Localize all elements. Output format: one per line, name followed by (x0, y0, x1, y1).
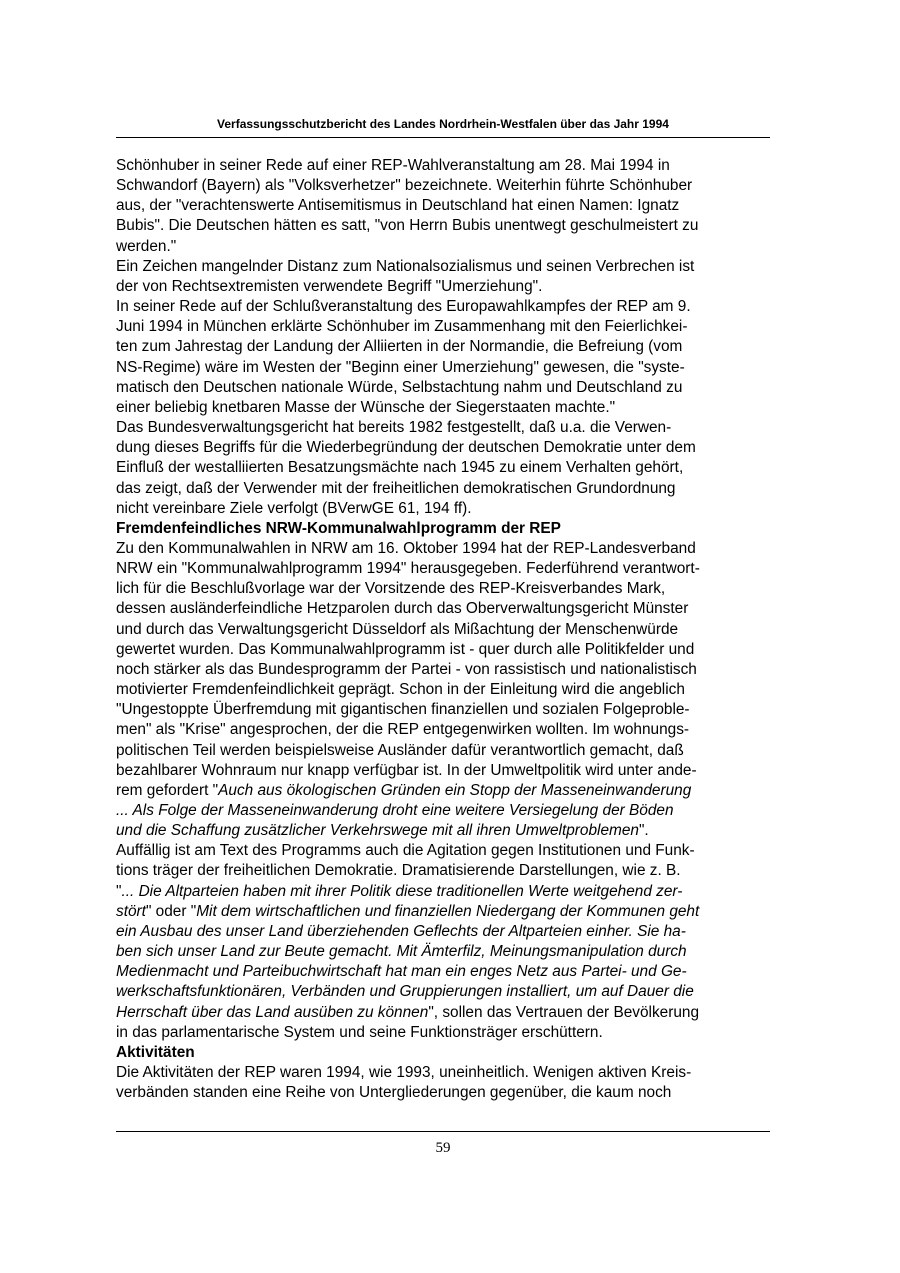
text-segment: " oder " (145, 902, 197, 920)
quote-segment: Auch aus ökologischen Gründen ein Stopp der Masseneinwanderung (218, 781, 692, 799)
text-line: Ein Zeichen mangelnder Distanz zum Nationalsozialismus und seinen Verbrechen ist (116, 257, 695, 275)
text-line: NRW ein "Kommunalwahlprogramm 1994" herausgegeben. Federführend verantwort- (116, 560, 700, 578)
text-line: NS-Regime) wäre im Westen der "Beginn einer Umerziehung" gewesen, die "syste- (116, 358, 685, 376)
text-line: tions träger der freiheitlichen Demokratie. Dramatisierende Darstellungen, wie z. B. (116, 862, 681, 880)
text-line (116, 902, 782, 922)
text-line: "Ungestoppte Überfremdung mit gigantischen finanziellen und sozialen Folgeproble- (116, 701, 690, 719)
text-line (116, 821, 782, 841)
quote-segment: werkschaftsfunktionären, Verbänden und Gruppierungen installiert, um auf Dauer die (116, 983, 694, 1001)
text-line: einer beliebig knetbaren Masse der Wünsche der Siegerstaaten machte." (116, 398, 616, 416)
text-line: matisch den Deutschen nationale Würde, Selbstachtung nahm und Deutschland zu (116, 378, 683, 396)
quote-segment: Medienmacht und Parteibuchwirtschaft hat man ein enges Netz aus Partei- und Ge- (116, 963, 687, 981)
text-segment: ", sollen das Vertrauen der Bevölkerung (428, 1003, 700, 1021)
quote-segment: ... Die Altparteien haben mit ihrer Politik diese traditionellen Werte weitgehend zer- (121, 882, 683, 900)
text-line: Bubis". Die Deutschen hätten es satt, "von Herrn Bubis unentwegt geschulmeistert zu (116, 217, 699, 235)
text-line: dung dieses Begriffs für die Wiederbegründung der deutschen Demokratie unter dem (116, 439, 696, 457)
quote-segment: Mit dem wirtschaftlichen und finanziellen Niedergang der Kommunen geht (196, 902, 700, 920)
text-line: nicht vereinbare Ziele verfolgt (BVerwGE 61, 194 ff). (116, 499, 472, 517)
text-line: Die Aktivitäten der REP waren 1994, wie 1993, uneinheitlich. Wenigen aktiven Kreis- (116, 1064, 692, 1082)
text-line: werden." (116, 237, 177, 255)
text-line: bezahlbarer Wohnraum nur knapp verfügbar ist. In der Umweltpolitik wird unter ande- (116, 761, 697, 779)
quote-segment: und die Schaffung zusätzlicher Verkehrswege mit all ihren Umweltproblemen (116, 822, 639, 840)
text-line: In seiner Rede auf der Schlußveranstaltung des Europawahlkampfes der REP am 9. (116, 298, 691, 316)
text-line: politischen Teil werden beispielsweise Ausländer dafür verantwortlich gemacht, daß (116, 741, 684, 759)
text-line: lich für die Beschlußvorlage war der Vorsitzende des REP-Kreisverbandes Mark, (116, 580, 666, 598)
text-segment: " (116, 882, 122, 900)
text-line: gewertet wurden. Das Kommunalwahlprogramm ist - quer durch alle Politikfelder und (116, 640, 695, 658)
text-segment: rem gefordert " (116, 781, 219, 799)
page-header: Verfassungsschutzbericht des Landes Nordrhein-Westfalen über das Jahr 1994 (217, 117, 669, 131)
text-line: das zeigt, daß der Verwender mit der freiheitlichen demokratischen Grundordnung (116, 479, 676, 497)
quote-segment: ben sich unser Land zur Beute gemacht. Mit Ämterfilz, Meinungsmanipulation durch (116, 943, 687, 961)
page-number: 59 (435, 1140, 451, 1156)
text-line: verbänden standen eine Reihe von Untergliederungen gegenüber, die kaum noch (116, 1084, 672, 1102)
text-line: Auffällig ist am Text des Programms auch die Agitation gegen Institutionen und Funk- (116, 842, 695, 860)
text-line: in das parlamentarische System und seine Funktionsträger erschüttern. (116, 1023, 603, 1041)
text-line (116, 882, 782, 902)
footer-rule (116, 1131, 770, 1132)
text-line: noch stärker als das Bundesprogramm der Partei - von rassistisch und nationalistisch (116, 660, 697, 678)
text-line (116, 781, 782, 801)
section-heading-kommunalwahlprogramm: Fremdenfeindliches NRW-Kommunalwahlprogramm der REP (116, 519, 561, 537)
text-line (116, 982, 782, 1002)
body-text (116, 156, 782, 1103)
text-line (116, 801, 782, 821)
text-line: dessen ausländerfeindliche Hetzparolen durch das Oberverwaltungsgericht Münster (116, 600, 689, 618)
text-line: Schönhuber in seiner Rede auf einer REP-Wahlveranstaltung am 28. Mai 1994 in (116, 157, 670, 174)
text-line (116, 942, 782, 962)
text-line: aus, der "verachtenswerte Antisemitismus in Deutschland hat einen Namen: Ignatz (116, 197, 680, 215)
quote-segment: ... Als Folge der Masseneinwanderung droht eine weitere Versiegelung der Böden (116, 802, 674, 819)
text-line (116, 1003, 782, 1023)
quote-segment: ein Ausbau des unser Land überziehenden Geflechts der Altparteien einher. Sie ha- (116, 922, 686, 940)
text-line (116, 922, 782, 942)
text-line: motivierter Fremdenfeindlichkeit geprägt. Schon in der Einleitung wird die angeblich (116, 681, 685, 699)
text-line: Juni 1994 in München erklärte Schönhuber im Zusammenhang mit den Feierlichkei- (116, 318, 688, 336)
quote-segment: Herrschaft über das Land ausüben zu können (116, 1003, 429, 1021)
text-line: men" als "Krise" angesprochen, der die REP entgegenwirken wollten. Im wohnungs- (116, 721, 690, 739)
text-line: Das Bundesverwaltungsgericht hat bereits 1982 festgestellt, daß u.a. die Verwen- (116, 419, 672, 437)
text-line: ten zum Jahrestag der Landung der Alliierten in der Normandie, die Befreiung (vom (116, 338, 683, 356)
section-heading-aktivitaeten: Aktivitäten (116, 1043, 195, 1061)
text-segment: ". (638, 822, 649, 840)
text-line: Schwandorf (Bayern) als "Volksverhetzer" bezeichnete. Weiterhin führte Schönhuber (116, 177, 693, 195)
text-line: der von Rechtsextremisten verwendete Begriff "Umerziehung". (116, 277, 543, 295)
text-line: und durch das Verwaltungsgericht Düsseldorf als Mißachtung der Menschenwürde (116, 620, 679, 638)
text-line: Einfluß der westalliierten Besatzungsmächte nach 1945 zu einem Verhalten gehört, (116, 459, 684, 477)
quote-segment: stört (116, 902, 146, 920)
text-line: Zu den Kommunalwahlen in NRW am 16. Oktober 1994 hat der REP-Landesverband (116, 539, 696, 557)
header-rule (116, 137, 770, 138)
text-line (116, 962, 782, 982)
